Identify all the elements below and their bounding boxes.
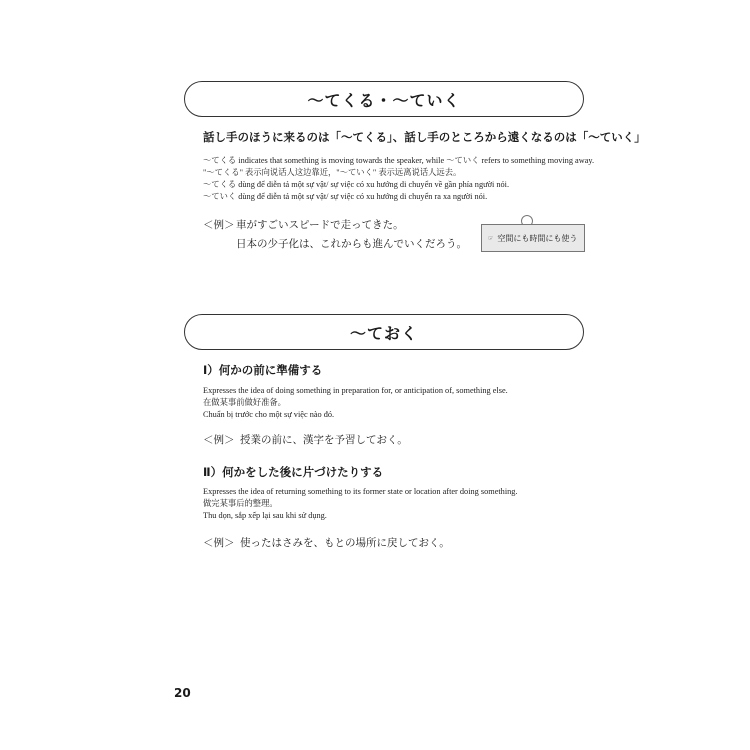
example-sentence-4: 使ったはさみを、もとの場所に戻しておく。 [240,537,450,549]
gloss-vietnamese: Chuẩn bị trước cho một sự việc nào đó. [203,410,335,419]
subsection-heading-1: Ⅰ）何かの前に準備する [203,363,323,377]
pointer-icon: ☞ [488,234,494,242]
usage-note-text: 空間にも時間にも使う [497,233,578,243]
gloss-vietnamese: Thu dọn, sắp xếp lại sau khi sử dụng. [203,511,327,520]
section-title-text: ～ておく [349,323,418,343]
subsection-heading-2: Ⅱ）何かをした後に片づけたりする [203,465,384,479]
example-label: ＜例＞ [203,537,235,549]
gloss-vietnamese-2: ～ていく dùng để diễn tả một sự vật/ sự việc có xu hướng di chuyển ra xa người nói. [203,192,488,201]
gloss-english: Expresses the idea of returning something to its former state or location after doing something. [203,487,518,496]
example-sentence-3: 授業の前に、漢字を予習しておく。 [240,434,408,446]
gloss-vietnamese-1: ～てくる dùng để diễn tả một sự vật/ sự việc có xu hướng di chuyển về gần phía người nói. [203,180,510,189]
example-sentence-2: 日本の少子化は、これからも進んでいくだろう。 [236,238,467,250]
gloss-chinese: 做完某事后的整理。 [203,499,278,508]
section-title-teoku [184,314,584,350]
gloss-chinese: 在做某事前做好准备。 [203,398,286,407]
gloss-english: ～てくる indicates that something is moving towards the speaker, while ～ていく refers to something moving away. [203,156,595,165]
gloss-block-2 [203,385,508,421]
gloss-english: Expresses the idea of doing something in preparation for, or anticipation of, something else. [203,386,508,395]
page-number: 20 [174,686,191,700]
section-title-text: ～てくる・～ていく [307,90,461,110]
gloss-chinese: "～てくる" 表示向说话人这边靠近，"～ていく" 表示远离说话人远去。 [203,168,462,177]
usage-note [481,224,585,252]
section-headline: 話し手のほうに来るのは「～てくる」、話し手のところから遠くなるのは「～ていく」 [203,130,646,144]
gloss-block-3 [203,486,518,522]
example-sentence-1: 車がすごいスピードで走ってきた。 [236,219,404,231]
gloss-block-1 [203,155,594,203]
section-title-tekuru-teiku [184,81,584,117]
example-label: ＜例＞ [203,434,235,446]
example-label: ＜例＞ [203,219,235,231]
